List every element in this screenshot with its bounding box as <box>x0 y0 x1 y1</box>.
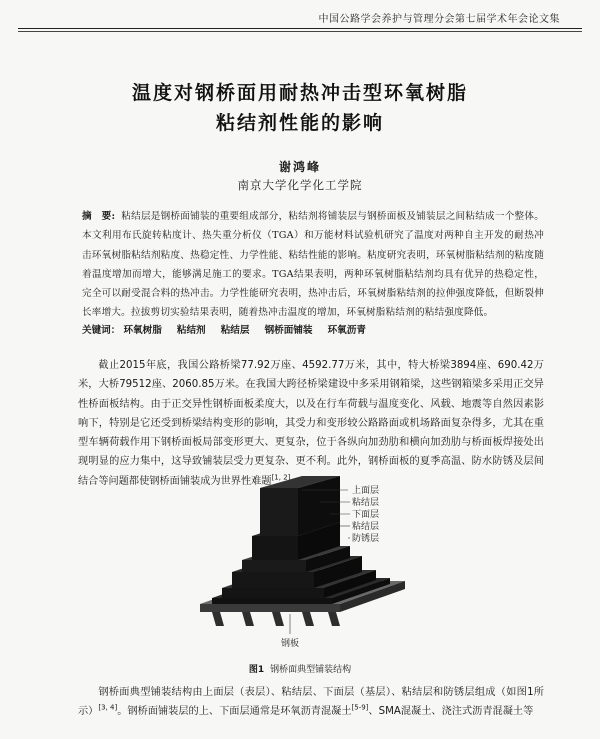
keyword: 钢桥面铺装 <box>264 325 313 336</box>
steel-plate-front <box>200 604 340 612</box>
keyword: 环氧树脂 <box>123 325 162 336</box>
keyword: 粘结剂 <box>176 325 206 336</box>
pavement-structure-figure <box>190 476 410 651</box>
running-header: 中国公路学会养护与管理分会第七届学术年会论文集 <box>318 14 560 25</box>
paper-title-line1: 温度对钢桥面用耐热冲击型环氧树脂 <box>131 82 468 104</box>
author-affiliation: 南京大学化学化工学院 <box>237 178 363 192</box>
header-rule-thin <box>18 31 582 32</box>
citation: [3, 4] <box>98 703 118 712</box>
layer-top-front <box>260 488 298 536</box>
body-paragraph-2 <box>78 683 544 721</box>
abstract <box>82 207 544 323</box>
keyword: 粘结层 <box>220 325 250 336</box>
author-name: 谢鸿峰 <box>278 160 321 174</box>
steel-plate-label: 钢板 <box>281 639 300 649</box>
layer-label-lower: 下面层 <box>352 510 380 520</box>
para2-text-a: 钢桥面典型铺装结构由上面层（表层）、粘结层、下面层（基层）、粘结层和防锈层组成（如图1所示） <box>78 687 544 717</box>
body-paragraph-1 <box>78 356 544 491</box>
para1-text: 截止2015年底，我国公路桥梁77.92万座、4592.77万米，其中，特大桥梁3894座、690.42万米，大桥79512座、2060.85万米。在我国大跨径桥梁建设中多采用钢箱梁，这些钢箱梁多采用正交异性桥面板结构。由于正交异性钢桥面板柔度大，以及在行车荷载与温度变化、风载、地震等自然因素影响下，特别是它还受到桥梁结构变形的影响，其受力和变形较公路路面或机场路面复杂得多，尤其在重型车辆荷载作用下钢桥面板局部变形更大、更复杂，位于各纵向加劲肋和横向加劲肋与桥面板焊接处出现明显的应力集中，这导致铺装层受力更复杂、更不利。此外，钢桥面板的夏季高温、防水防锈及层间结合等问题都使钢桥面铺装成为世界性难题 <box>78 360 544 487</box>
keywords <box>82 322 544 336</box>
stiffener-ribs <box>212 612 340 626</box>
abstract-label: 摘 要: <box>82 211 116 222</box>
keywords-label: 关键词： <box>82 325 121 336</box>
keyword: 环氧沥青 <box>327 325 366 336</box>
citation: [1, 2] <box>271 473 291 482</box>
layer-label-anticorrosion: 防锈层 <box>352 534 380 544</box>
layer-label-top: 上面层 <box>352 486 380 496</box>
abstract-text: 粘结层是钢桥面铺装的重要组成部分，粘结剂将铺装层与钢桥面板及铺装层之间粘结成一个整体。本文利用布氏旋转粘度计、热失重分析仪（TGA）和万能材料试验机研究了温度对两种自主开发的耐热冲击环氧树脂粘结剂粘度、热稳定性、力学性能、粘结性能的影响。粘度研究表明，环氧树脂粘结剂的粘度随着温度增加而增大，能够满足施工的要求。TGA结果表明，两种环氧树脂粘结剂均具有优异的热稳定性，完全可以耐受混合料的热冲击。力学性能研究表明，热冲击后，环氧树脂粘结剂的拉伸强度降低，但断裂伸长率增大。拉拔剪切实验结果表明，随着热冲击温度的增加，环氧树脂粘结剂的粘结强度降低。 <box>82 211 545 319</box>
para2-text-b: 。钢桥面铺装层的上、下面层通常是环氧沥青混凝土 <box>117 706 352 717</box>
para2-text-c: 、SMA混凝土、浇注式沥青混凝土等 <box>368 706 534 717</box>
layer-label-bond2: 粘结层 <box>352 522 380 532</box>
header-rule <box>18 28 582 29</box>
citation: [5-9] <box>351 703 369 712</box>
figure-caption-text: 钢桥面典型铺装结构 <box>270 665 352 675</box>
layer-label-bond1: 粘结层 <box>352 498 380 508</box>
paper-title-line2: 粘结剂性能的影响 <box>215 112 384 134</box>
figure-number: 图1 <box>248 665 265 675</box>
figure-caption <box>0 662 600 675</box>
